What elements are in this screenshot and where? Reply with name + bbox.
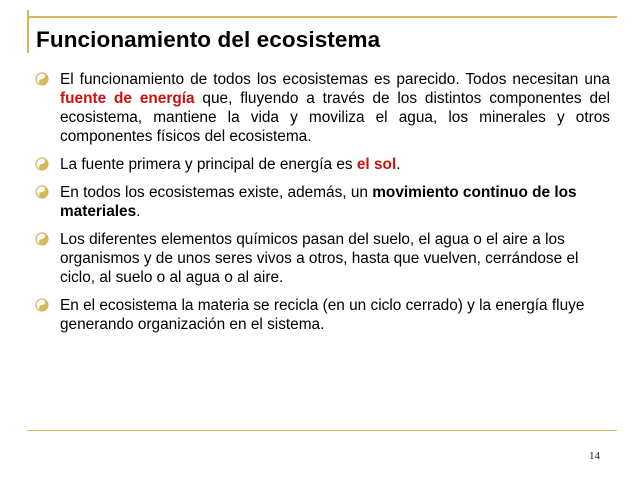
yin-yang-icon xyxy=(35,298,49,312)
bold-continuous-movement: movimiento continuo de los materiales xyxy=(60,184,577,220)
slide-title: Funcionamiento del ecosistema xyxy=(36,27,381,52)
bullet-text: La fuente primera y principal de energía es xyxy=(60,156,357,173)
bullet-item xyxy=(35,70,610,146)
frame-top-line xyxy=(27,16,617,18)
bullet-item xyxy=(35,230,610,287)
bullet-text: Los diferentes elementos químicos pasan del suelo, el agua o el aire a los organismos y de unos seres vivos a otros, hasta que vuelven, cerrándose el ciclo, al suelo o al agua o al aire. xyxy=(60,231,579,286)
yin-yang-icon xyxy=(35,185,49,199)
yin-yang-icon xyxy=(35,72,49,86)
bullet-text: que, fluyendo a través de los distintos componentes del ecosistema, mantiene la vida y moviliza el agua, los minerales y otros componentes físicos del ecosistema. xyxy=(60,90,610,145)
bullet-text: En todos los ecosistemas existe, además, un xyxy=(60,184,373,201)
yin-yang-icon xyxy=(35,232,49,246)
bullet-item xyxy=(35,183,610,221)
bullet-item xyxy=(35,296,610,334)
bullet-list xyxy=(35,70,610,343)
highlight-sun: el sol xyxy=(356,156,397,173)
bullet-text: . xyxy=(396,156,401,173)
yin-yang-icon xyxy=(35,157,49,171)
bullet-item xyxy=(35,155,610,174)
bullet-text: El funcionamiento de todos los ecosistemas es parecido. Todos necesitan una xyxy=(60,71,610,88)
footer-line xyxy=(27,430,617,431)
bullet-text: . xyxy=(136,203,141,220)
highlight-energy-source: fuente de energía xyxy=(60,90,195,107)
page-number: 14 xyxy=(589,450,600,462)
bullet-text: En el ecosistema la materia se recicla (en un ciclo cerrado) y la energía fluye generando organización en el sistema. xyxy=(60,297,585,333)
